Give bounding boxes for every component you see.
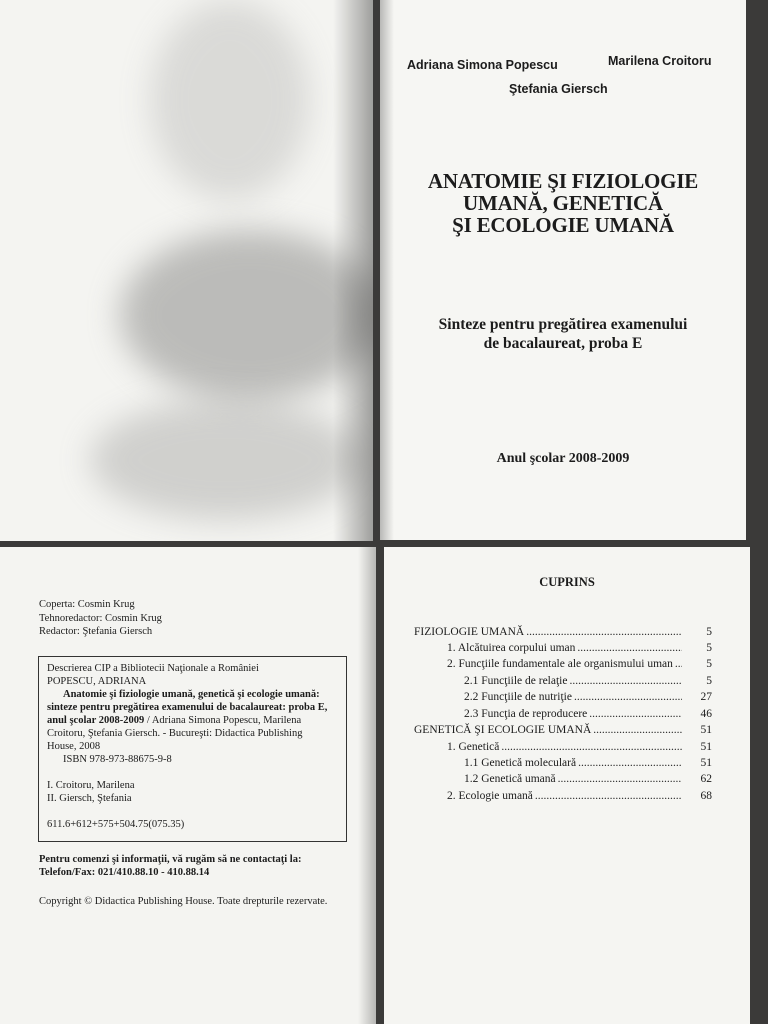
toc-entry — [464, 772, 712, 787]
toc-entry — [464, 756, 712, 771]
toc-entry-label: 1.2 Genetică umană — [464, 773, 556, 785]
toc-entry-label: 1. Alcătuirea corpului uman — [447, 642, 576, 654]
author-croitoru: Marilena Croitoru — [608, 54, 712, 68]
toc-entry-page: 5 — [706, 675, 712, 687]
toc-entry-page: 5 — [706, 626, 712, 638]
toc-entry-label: 2. Ecologie umană — [447, 790, 533, 802]
toc-entry — [447, 789, 712, 804]
toc-entry-label: 2. Funcţiile fundamentale ale organismului uman — [447, 658, 673, 670]
toc-entry-page: 62 — [700, 773, 712, 785]
title-page — [380, 0, 746, 540]
contact-phone: Telefon/Fax: 021/410.88.10 - 410.88.14 — [39, 867, 210, 878]
book-title — [380, 170, 746, 236]
book-subtitle — [380, 315, 746, 353]
toc-entry-page: 5 — [706, 658, 712, 670]
cip-author: POPESCU, ADRIANA — [47, 676, 147, 687]
copyright-notice: Copyright © Didactica Publishing House. Toate drepturile rezervate. — [39, 896, 328, 907]
cip-contributor: I. Croitoru, Marilena — [47, 780, 135, 791]
author-popescu: Adriana Simona Popescu — [407, 58, 558, 72]
toc-entry — [464, 690, 712, 705]
toc-entry-label: 2.2 Funcţiile de nutriţie — [464, 691, 572, 703]
toc-heading: CUPRINS — [539, 575, 595, 589]
toc-entry-label: FIZIOLOGIE UMANĂ — [414, 626, 525, 638]
cip-record — [38, 656, 347, 842]
toc-entry — [447, 641, 712, 656]
toc-entry — [447, 740, 712, 755]
toc-entry-page: 68 — [700, 790, 712, 802]
toc-entry-page: 5 — [706, 642, 712, 654]
title-line: ANATOMIE ŞI FIZIOLOGIE — [427, 169, 699, 193]
author-giersch: Ştefania Giersch — [509, 82, 608, 96]
title-line: ŞI ECOLOGIE UMANĂ — [452, 213, 674, 237]
cip-classification: 611.6+612+575+504.75(075.35) — [47, 819, 185, 830]
cip-contributor: II. Giersch, Ştefania — [47, 793, 132, 804]
toc-entry-label: GENETICĂ ŞI ECOLOGIE UMANĂ — [414, 724, 592, 736]
toc-entry-page: 27 — [700, 691, 712, 703]
toc-entry-page: 51 — [700, 757, 712, 769]
cip-publication: Croitoru, Ştefania Giersch. - Bucureşti: Didactica Publishing — [47, 728, 303, 739]
credit-editor: Redactor: Ştefania Giersch — [39, 626, 153, 637]
school-year: Anul şcolar 2008-2009 — [496, 451, 630, 466]
toc-entry — [414, 723, 712, 738]
toc-entry — [464, 707, 712, 722]
toc-entry-page: 51 — [700, 724, 712, 736]
credit-typesetter: Tehnoredactor: Cosmin Krug — [39, 612, 162, 624]
cip-responsibility: / Adriana Simona Popescu, Marilena — [144, 715, 302, 726]
cip-publication: House, 2008 — [47, 741, 101, 752]
toc-entry-label: 1.1 Genetică moleculară — [464, 757, 577, 769]
subtitle-line: Sinteze pentru pregătirea examenului — [438, 316, 688, 333]
toc-entry — [414, 625, 712, 640]
credit-cover: Coperta: Cosmin Krug — [39, 599, 135, 610]
toc-entry-page: 46 — [700, 708, 712, 720]
subtitle-line: de bacalaureat, proba E — [483, 335, 643, 352]
credits — [39, 598, 162, 639]
contact-info — [39, 853, 301, 879]
cip-header: Descrierea CIP a Bibliotecii Naţionale a României — [47, 663, 259, 674]
blank-page — [0, 0, 373, 541]
cip-title: sinteze pentru pregătirea examenului de bacalaureat: proba E, — [47, 702, 328, 713]
toc-entry — [447, 657, 712, 672]
toc-entry-label: 2.1 Funcţiile de relaţie — [464, 675, 568, 687]
toc-entry-page: 51 — [700, 741, 712, 753]
contact-line: Pentru comenzi şi informaţii, vă rugăm să ne contactaţi la: — [39, 854, 302, 865]
cip-title: anul şcolar 2008-2009 — [47, 715, 145, 726]
title-line: UMANĂ, GENETICĂ — [462, 191, 663, 215]
toc-entry — [464, 674, 712, 689]
cip-isbn: ISBN 978-973-88675-9-8 — [63, 754, 172, 765]
cip-title: Anatomie şi fiziologie umană, genetică şi ecologie umană: — [63, 689, 320, 700]
toc-entry-label: 2.3 Funcţia de reproducere — [464, 708, 588, 720]
toc-entry-label: 1. Genetică — [447, 741, 500, 753]
